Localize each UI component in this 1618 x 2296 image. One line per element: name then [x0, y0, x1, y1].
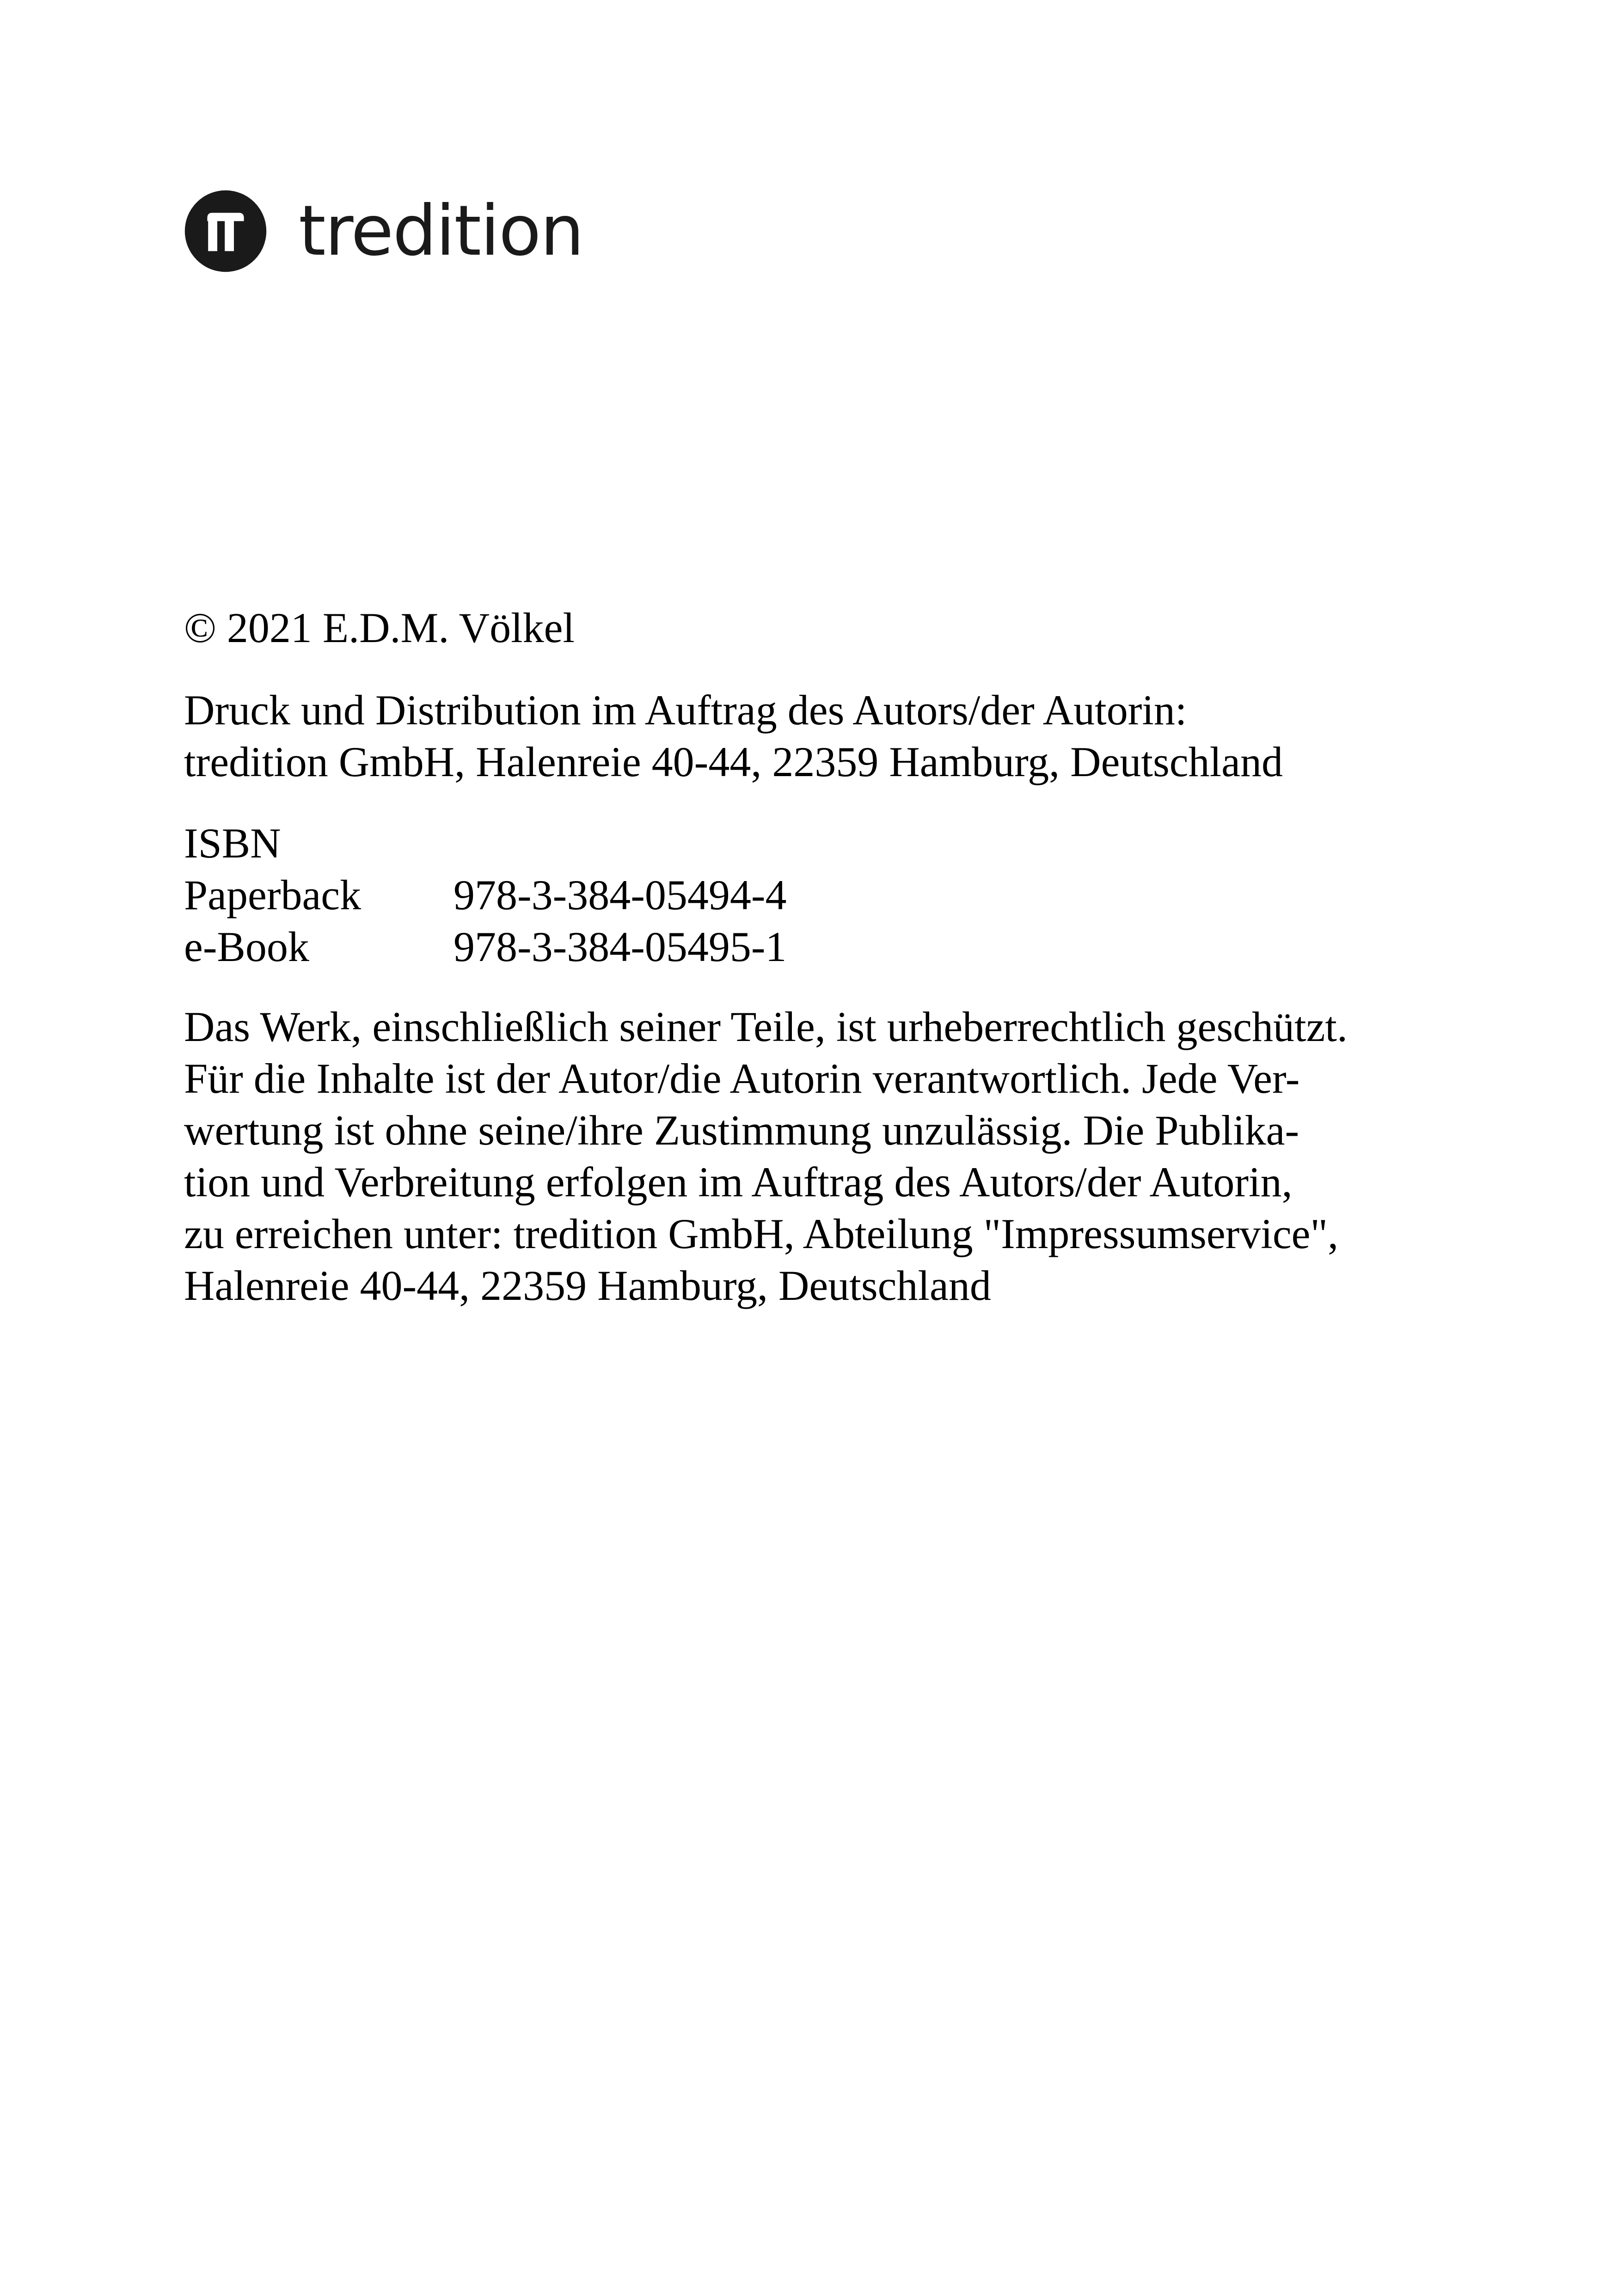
legal-line: Das Werk, einschließlich seiner Teile, ist urheberrechtlich geschützt.: [184, 1003, 1348, 1050]
isbn-row-ebook: [184, 921, 787, 973]
legal-line: wertung ist ohne seine/ihre Zustimmung unzulässig. Die Publika-: [184, 1107, 1299, 1154]
isbn-number: 978-3-384-05495-1: [454, 923, 787, 970]
printing-notice: [184, 684, 1283, 788]
legal-notice: [184, 1001, 1348, 1311]
tredition-wordmark: tredition: [299, 191, 583, 271]
isbn-heading: ISBN: [184, 820, 281, 867]
isbn-block: [184, 817, 787, 973]
legal-line: tion und Verbreitung erfolgen im Auftrag des Autors/der Autorin,: [184, 1158, 1293, 1206]
isbn-number: 978-3-384-05494-4: [454, 871, 787, 918]
tredition-logo: [184, 190, 583, 273]
isbn-label: Paperback: [184, 871, 362, 918]
tredition-logo-icon: [184, 190, 267, 273]
copyright-notice: © 2021 E.D.M. Völkel: [184, 604, 575, 651]
legal-line: Halenreie 40-44, 22359 Hamburg, Deutschland: [184, 1262, 991, 1309]
isbn-label: e-Book: [184, 923, 309, 970]
legal-line: zu erreichen unter: tredition GmbH, Abteilung "Impressumservice",: [184, 1210, 1339, 1257]
legal-line: Für die Inhalte ist der Autor/die Autorin verantwortlich. Jede Ver-: [184, 1055, 1300, 1102]
isbn-row-paperback: [184, 869, 787, 921]
printing-line: tredition GmbH, Halenreie 40-44, 22359 Hamburg, Deutschland: [184, 738, 1283, 785]
printing-line: Druck und Distribution im Auftrag des Autors/der Autorin:: [184, 686, 1187, 734]
